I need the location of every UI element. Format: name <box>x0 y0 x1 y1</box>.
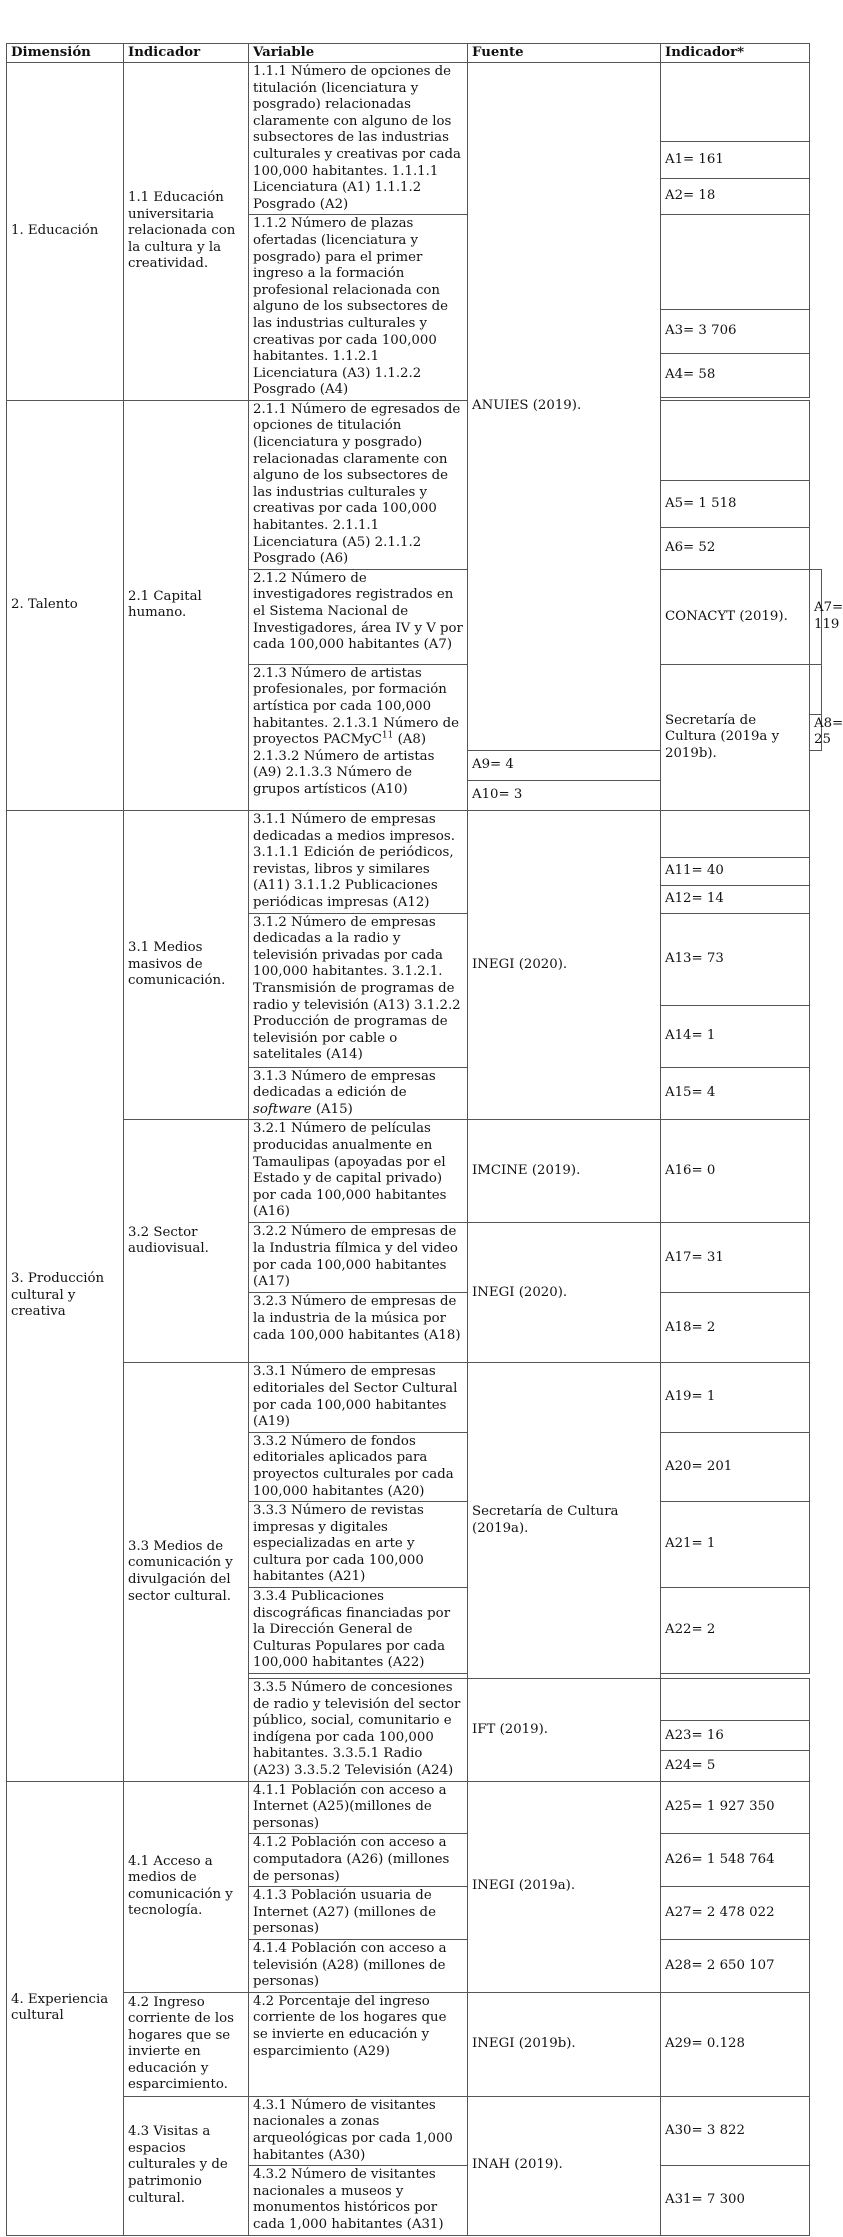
source-cell: INEGI (2019b). <box>468 1992 661 2096</box>
variable-text: 3.3.4 Publicaciones discográficas financiadas por la Dirección General de Culturas Populares por cada 100,000 habitantes (A22) <box>253 1589 451 1671</box>
indicators-table <box>6 43 843 2236</box>
value-cell: A25= 1 927 350 <box>661 1781 810 1834</box>
value-cell: A30= 3 822 <box>661 2096 810 2165</box>
header-source: Fuente <box>468 44 661 63</box>
header-variable: Variable <box>249 44 468 63</box>
value-cell: A28= 2 650 107 <box>661 1940 810 1993</box>
source-cell: CONACYT (2019). <box>661 569 810 664</box>
variable-cell <box>249 215 468 401</box>
value-cell: A12= 14 <box>661 885 810 913</box>
value-cell: A14= 1 <box>661 1005 810 1067</box>
variable-text: 1.1.1 Número de opciones de titulación (licenciatura y posgrado) relacionadas claramente con alguno de los subsectores de las industrias culturales y creativas por cada 100,000 habitantes. 1.1.1.1 Licenciatura (A1) 1.1.1.2 Posgrado (A2) <box>253 64 461 212</box>
source-cell: IFT (2019). <box>468 1679 661 1782</box>
value-cell: A15= 4 <box>661 1067 810 1120</box>
variable-text: 3.3.2 Número de fondos editoriales aplicados para proyectos culturales por cada 100,000 habitantes (A20) <box>253 1433 454 1499</box>
indicator-cell: 4.2 Ingreso corriente de los hogares que se invierte en educación y esparcimiento. <box>124 1992 249 2096</box>
value-cell: A6= 52 <box>661 527 810 569</box>
variable-cell <box>249 1992 468 2096</box>
value-cell <box>661 1679 810 1721</box>
value-cell: A13= 73 <box>661 913 810 1005</box>
variable-text: 2.1.2 Número de investigadores registrados en el Sistema Nacional de Investigadores, área IV y V por cada 100,000 habitantes (A7) <box>253 570 463 653</box>
variable-cell <box>249 1834 468 1887</box>
variable-cell <box>249 1223 468 1293</box>
value-cell: A9= 4 <box>468 751 661 781</box>
value-cell <box>661 215 810 310</box>
variable-text: 3.1.2 Número de empresas dedicadas a la radio y televisión privadas por cada 100,000 habitantes. 3.1.2.1. Transmisión de programas de radio y televisión (A13) 3.1.2.2 Producción de programas de televisión por cable o satelitales (A14) <box>253 914 461 1063</box>
value-cell: A18= 2 <box>661 1293 810 1363</box>
value-cell: A23= 16 <box>661 1721 810 1751</box>
dimension-cell: 4. Experiencia cultural <box>7 1781 124 2235</box>
value-cell: A31= 7 300 <box>661 2166 810 2235</box>
source-cell: Secretaría de Cultura (2019a y 2019b). <box>661 664 810 810</box>
variable-text: 1.1.2 Número de plazas ofertadas (licenciatura y posgrado) para el primer ingreso a la formación profesional relacionada con alguno de los subsectores de las industrias culturales y creativas por cada 100,000 habitantes. 1.1.2.1 Licenciatura (A3) 1.1.2.2 Posgrado (A4) <box>253 216 449 398</box>
variable-text: 4.3.2 Número de visitantes nacionales a museos y monumentos históricos por cada 1,000 habitantes (A31) <box>253 2167 444 2232</box>
value-cell: A4= 58 <box>661 354 810 398</box>
value-cell: A20= 201 <box>661 1432 810 1501</box>
variable-text: 4.2 Porcentaje del ingreso corriente de los hogares que se invierte en educación y esparcimiento (A29) <box>253 1993 447 2059</box>
variable-text: 3.2.3 Número de empresas de la industria de la música por cada 100,000 habitantes (A18) <box>253 1294 461 1343</box>
header-indicator: Indicador <box>124 44 249 63</box>
source-cell: INEGI (2020). <box>468 1223 661 1363</box>
value-cell: A7= 119 <box>810 569 822 664</box>
header-indicator-value: Indicador* <box>661 44 810 63</box>
value-cell: A24= 5 <box>661 1751 810 1781</box>
indicator-cell: 2.1 Capital humano. <box>124 400 249 810</box>
indicator-cell: 4.1 Acceso a medios de comunicación y tecnología. <box>124 1781 249 1992</box>
variable-text: 3.2.1 Número de películas producidas anualmente en Tamaulipas (apoyadas por el Estado y de capital privado) por cada 100,000 habitantes (A16) <box>253 1121 447 1220</box>
value-cell: A29= 0.128 <box>661 1992 810 2096</box>
variable-cell <box>249 664 468 810</box>
source-cell: IMCINE (2019). <box>468 1120 661 1223</box>
indicator-cell: 3.1 Medios masivos de comunicación. <box>124 811 249 1120</box>
variable-cell <box>249 1363 468 1432</box>
variable-text: 4.1.1 Población con acceso a Internet (A25)(millones de personas) <box>253 1782 447 1831</box>
variable-cell <box>249 1120 468 1223</box>
dimension-cell: 3. Producción cultural y creativa <box>7 811 124 1782</box>
source-cell: INEGI (2020). <box>468 811 661 1120</box>
value-cell: A16= 0 <box>661 1120 810 1223</box>
variable-text: 3.1.3 Número de empresas dedicadas a edición de <box>253 1068 436 1101</box>
variable-text: 4.1.4 Población con acceso a televisión (A28) (millones de personas) <box>253 1941 447 1990</box>
variable-cell <box>249 63 468 215</box>
variable-text: 3.3.5 Número de concesiones de radio y televisión del sector público, social, comunitario e indígena por cada 100,000 habitantes. 3.3.5.1 Radio (A23) 3.3.5.2 Televisión (A24) <box>253 1680 461 1779</box>
variable-cell <box>249 1067 468 1120</box>
variable-text: (A8) 2.1.3.2 Número de artistas (A9) 2.1.3.3 Número de grupos artísticos (A10) <box>253 732 435 797</box>
value-cell: A11= 40 <box>661 857 810 885</box>
variable-cell <box>249 913 468 1067</box>
indicator-cell: 1.1 Educación universitaria relacionada con la cultura y la creatividad. <box>124 63 249 401</box>
dimension-cell: 2. Talento <box>7 400 124 810</box>
variable-cell <box>249 1293 468 1363</box>
indicator-cell: 3.2 Sector audiovisual. <box>124 1120 249 1363</box>
source-cell: Secretaría de Cultura (2019a). <box>468 1363 661 1679</box>
variable-italic: software <box>253 1101 312 1117</box>
variable-cell <box>249 2096 468 2165</box>
header-dimension: Dimensión <box>7 44 124 63</box>
variable-text: 2.1.1 Número de egresados de opciones de titulación (licenciatura y posgrado) relacionadas claramente con alguno de los subsectores de las industrias culturales y creativas por cada 100,000 habitantes. 2.1.1.1 Licenciatura (A5) 2.1.1.2 Posgrado (A6) <box>253 401 461 567</box>
dimension-cell: 1. Educación <box>7 63 124 401</box>
variable-text: 2.1.3 Número de artistas profesionales, por formación artística por cada 100,000 habitantes. 2.1.3.1 Número de proyectos PACMyC <box>253 665 459 748</box>
value-cell: A5= 1 518 <box>661 481 810 527</box>
value-cell: A17= 31 <box>661 1223 810 1293</box>
variable-cell <box>249 1502 468 1588</box>
source-cell: INAH (2019). <box>468 2096 661 2235</box>
indicator-cell: 3.3 Medios de comunicación y divulgación del sector cultural. <box>124 1363 249 1781</box>
variable-cell <box>249 1432 468 1501</box>
variable-text: (A15) <box>311 1101 353 1117</box>
value-cell: A21= 1 <box>661 1502 810 1588</box>
value-cell: A10= 3 <box>468 781 661 811</box>
indicator-cell: 4.3 Visitas a espacios culturales y de patrimonio cultural. <box>124 2096 249 2235</box>
variable-text: 4.1.3 Población usuaria de Internet (A27) (millones de personas) <box>253 1888 436 1937</box>
value-cell: A22= 2 <box>661 1588 810 1674</box>
value-cell: A19= 1 <box>661 1363 810 1432</box>
variable-cell <box>249 1940 468 1993</box>
value-cell: A3= 3 706 <box>661 310 810 354</box>
variable-text: 4.1.2 Población con acceso a computadora (A26) (millones de personas) <box>253 1835 450 1884</box>
value-cell <box>661 400 810 480</box>
value-cell: A8= 25 <box>810 714 822 750</box>
variable-text: 3.3.1 Número de empresas editoriales del Sector Cultural por cada 100,000 habitantes (A19) <box>253 1364 458 1430</box>
variable-text: 3.3.3 Número de revistas impresas y digitales especializadas en arte y cultura por cada 100,000 habitantes (A21) <box>253 1503 424 1585</box>
value-cell: A2= 18 <box>661 178 810 215</box>
variable-cell <box>249 1781 468 1834</box>
value-cell: A27= 2 478 022 <box>661 1887 810 1940</box>
variable-text: 3.2.2 Número de empresas de la Industria fílmica y del video por cada 100,000 habitantes (A17) <box>253 1224 458 1290</box>
variable-cell <box>249 811 468 914</box>
source-cell: ANUIES (2019). <box>468 63 661 751</box>
value-cell <box>661 811 810 858</box>
variable-cell <box>249 1679 468 1782</box>
variable-text: 3.1.1 Número de empresas dedicadas a medios impresos. 3.1.1.1 Edición de periódicos, revistas, libros y similares (A11) 3.1.1.2 Publicaciones periódicas impresas (A12) <box>253 812 455 910</box>
footnote-marker: 11 <box>381 730 394 741</box>
value-cell: A26= 1 548 764 <box>661 1834 810 1887</box>
variable-cell <box>249 1588 468 1674</box>
value-cell <box>810 664 822 714</box>
variable-cell <box>249 569 468 664</box>
variable-cell <box>249 1887 468 1940</box>
source-cell: INEGI (2019a). <box>468 1781 661 1992</box>
variable-cell <box>249 400 468 569</box>
variable-text: 4.3.1 Número de visitantes nacionales a zonas arqueológicas por cada 1,000 habitantes (A30) <box>253 2097 453 2163</box>
value-cell <box>661 63 810 142</box>
value-cell: A1= 161 <box>661 142 810 179</box>
variable-cell <box>249 2166 468 2235</box>
header-row <box>7 44 822 63</box>
